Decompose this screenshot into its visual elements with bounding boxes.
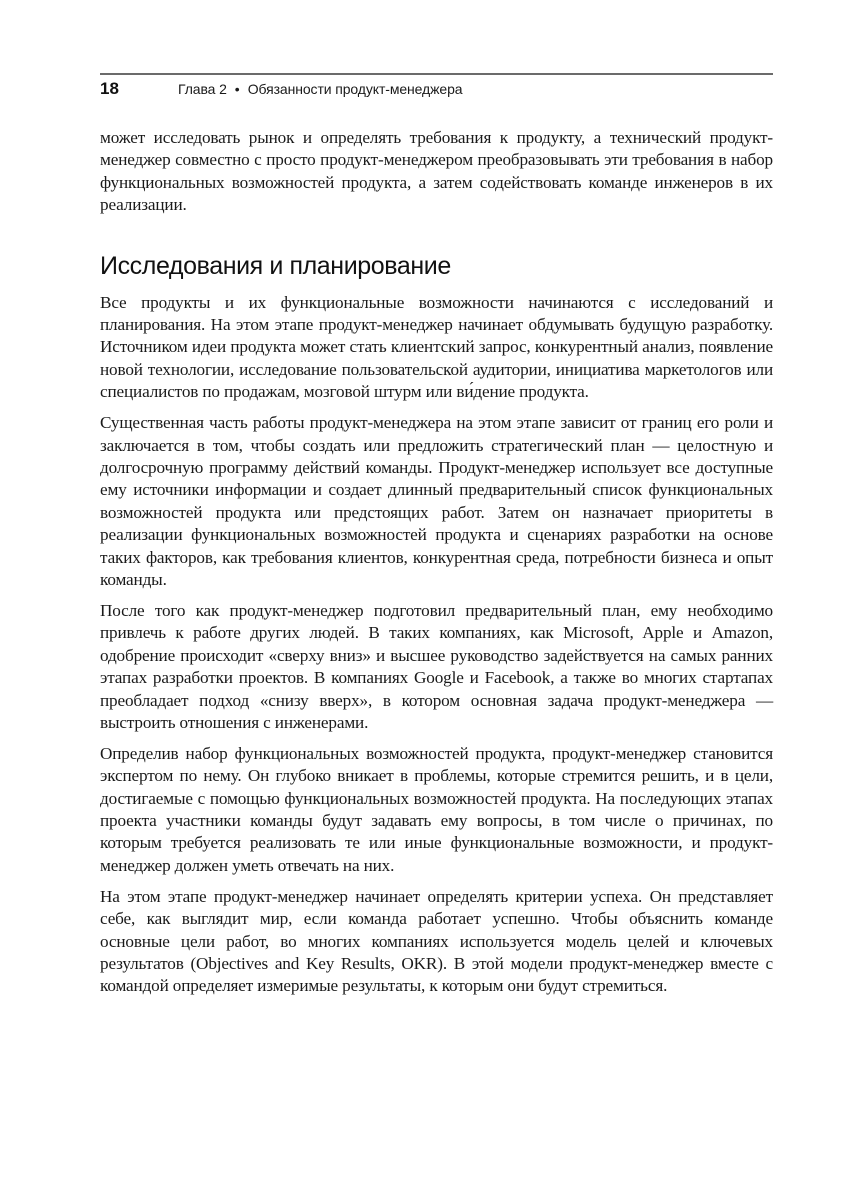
chapter-label: Глава 2 bbox=[178, 81, 227, 97]
paragraph: После того как продукт-менеджер подготовил предварительный план, ему необходимо привлечь к работе других людей. В таких компаниях, как Microsoft, Apple и Amazon, одобрение происходит «сверху вниз» и высшее руководство задействуется на самых ранних этапах разработки проектов. В компаниях Google и Facebook, а также во многих стартапах преобладает подход «снизу вверх», в котором основная задача продукт-менеджера — выстроить отношения с инженерами. bbox=[100, 600, 773, 732]
paragraph: На этом этапе продукт-менеджер начинает определять критерии успеха. Он представляет себе, как выглядит мир, если команда работает успешно. Чтобы объяснить команде основные цели работ, во многих компаниях используется модель целей и ключевых результатов (Objectives and Key Results, OKR). В этой модели продукт-менеджер вместе с командой определяет измеримые результаты, к которым они будут стремиться. bbox=[100, 886, 773, 996]
running-head bbox=[100, 79, 462, 101]
page-body bbox=[100, 127, 773, 1006]
paragraph: Существенная часть работы продукт-менеджера на этом этапе зависит от границ его роли и заключается в том, чтобы создать или предложить стратегический план — целостную и долгосрочную программу действий команды. Продукт-менеджер использует все доступные ему источники информации и создает длинный предварительный список функциональных возможностей продукта или предстоящих работ. Затем он назначает приоритеты в реализации функциональных возможностей продукта и сценариях разработки на основе таких факторов, как требования клиентов, конкурентная среда, потребности бизнеса и опыт команды. bbox=[100, 413, 773, 589]
chapter-title: Обязанности продукт-менеджера bbox=[247, 81, 463, 97]
paragraph: Определив набор функциональных возможностей продукта, продукт-менеджер становится экспертом по нему. Он глубоко вникает в проблемы, которые стремится решить, и в цели, достигаемые с помощью функциональных возможностей продукта. На последующих этапах проекта участники команды будут задавать ему вопросы, в том числе о причинах, по которым требуется реализовать те или иные функциональные возможности, и продукт-менеджер должен уметь отвечать на них. bbox=[100, 743, 773, 875]
bullet-separator: • bbox=[234, 81, 240, 97]
paragraph: Все продукты и их функциональные возможности начинаются с исследований и планирования. На этом этапе продукт-менеджер начинает обдумывать будущую разработку. Источником идеи продукта может стать клиентский запрос, конкурентный анализ, появление новой технологии, исследование пользовательской аудитории, инициатива маркетологов или специалистов по продажам, мозговой штурм или ви́дение продукта. bbox=[100, 292, 773, 402]
section-heading: Исследования и планирование bbox=[100, 251, 451, 280]
intro-paragraph: может исследовать рынок и определять требования к продукту, а технический продукт-менеджер совместно с просто продукт-менеджером преобразовывать эти требования в набор функциональных возможностей продукта, а затем содействовать команде инженеров в их реализации. bbox=[100, 128, 773, 215]
page-number: 18 bbox=[100, 79, 119, 98]
header-rule bbox=[100, 73, 773, 75]
